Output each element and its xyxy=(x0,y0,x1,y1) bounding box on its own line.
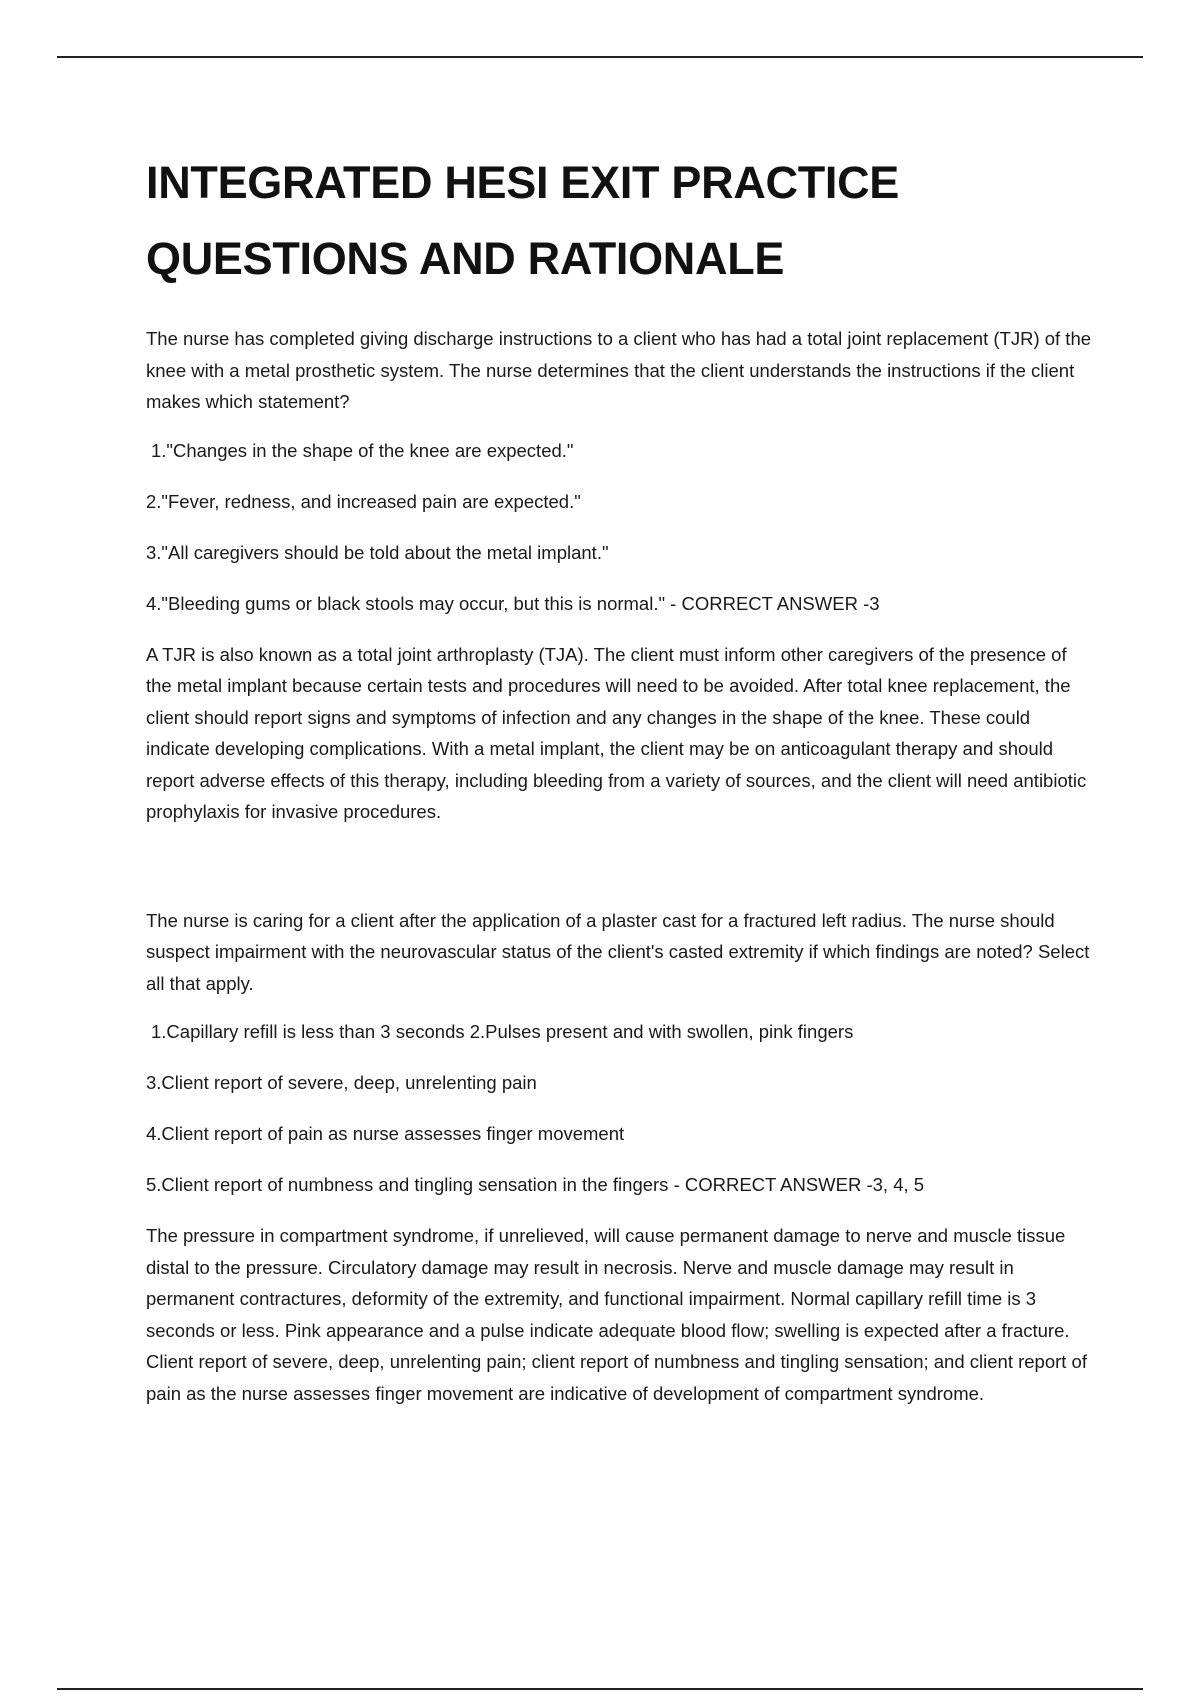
question-2 xyxy=(146,905,1096,1410)
answer-option-with-correct-answer: 5.Client report of numbness and tingling sensation in the fingers - CORRECT ANSWER -3, 4, 5 xyxy=(146,1174,925,1195)
bottom-divider xyxy=(57,1688,1143,1690)
answer-option: 3.Client report of severe, deep, unrelenting pain xyxy=(146,1072,537,1093)
answer-option-with-correct-answer: 4."Bleeding gums or black stools may occur, but this is normal." - CORRECT ANSWER -3 xyxy=(146,592,880,614)
document-title: INTEGRATED HESI EXIT PRACTICE QUESTIONS AND RATIONALE xyxy=(146,157,900,284)
section-spacer xyxy=(146,845,1096,905)
answer-option: 1."Changes in the shape of the knee are expected." xyxy=(151,439,574,461)
rationale: The pressure in compartment syndrome, if unrelieved, will cause permanent damage to nerve and muscle tissue distal to the pressure. Circulatory damage may result in necrosis. Nerve and muscle damage may result in permanent contractures, deformity of the extremity, and functional impairment. Normal capillary refill time is 3 seconds or less. Pink appearance and a pulse indicate adequate blood flow; swelling is expected after a fracture. Client report of severe, deep, unrelenting pain; client report of numbness and tingling sensation; and client report of pain as the nurse assesses finger movement are indicative of development of compartment syndrome. xyxy=(146,1225,1087,1404)
answer-option: 4.Client report of pain as nurse assesses finger movement xyxy=(146,1123,625,1144)
answer-option: 3."All caregivers should be told about the metal implant." xyxy=(146,541,609,563)
answer-option: 1.Capillary refill is less than 3 seconds 2.Pulses present and with swollen, pink fingers xyxy=(151,1021,854,1042)
rationale: A TJR is also known as a total joint arthroplasty (TJA). The client must inform other caregivers of the presence of the metal implant because certain tests and procedures will need to be avoided. After total knee replacement, the client should report signs and symptoms of infection and any changes in the shape of the knee. These could indicate developing complications. With a metal implant, the client may be on anticoagulant therapy and should report adverse effects of this therapy, including bleeding from a variety of sources, and the client will need antibiotic prophylaxis for invasive procedures. xyxy=(146,643,1087,822)
question-stem: The nurse is caring for a client after the application of a plaster cast for a fractured left radius. The nurse should suspect impairment with the neurovascular status of the client's casted extremity if which findings are noted? Select all that apply. xyxy=(146,909,1090,994)
document-body xyxy=(146,145,1096,1426)
question-1 xyxy=(146,323,1096,828)
answer-option: 2."Fever, redness, and increased pain are expected." xyxy=(146,490,581,512)
question-stem: The nurse has completed giving discharge instructions to a client who has had a total joint replacement (TJR) of the knee with a metal prosthetic system. The nurse determines that the client understands the instructions if the client makes which statement? xyxy=(146,328,1092,412)
top-divider xyxy=(57,56,1143,58)
